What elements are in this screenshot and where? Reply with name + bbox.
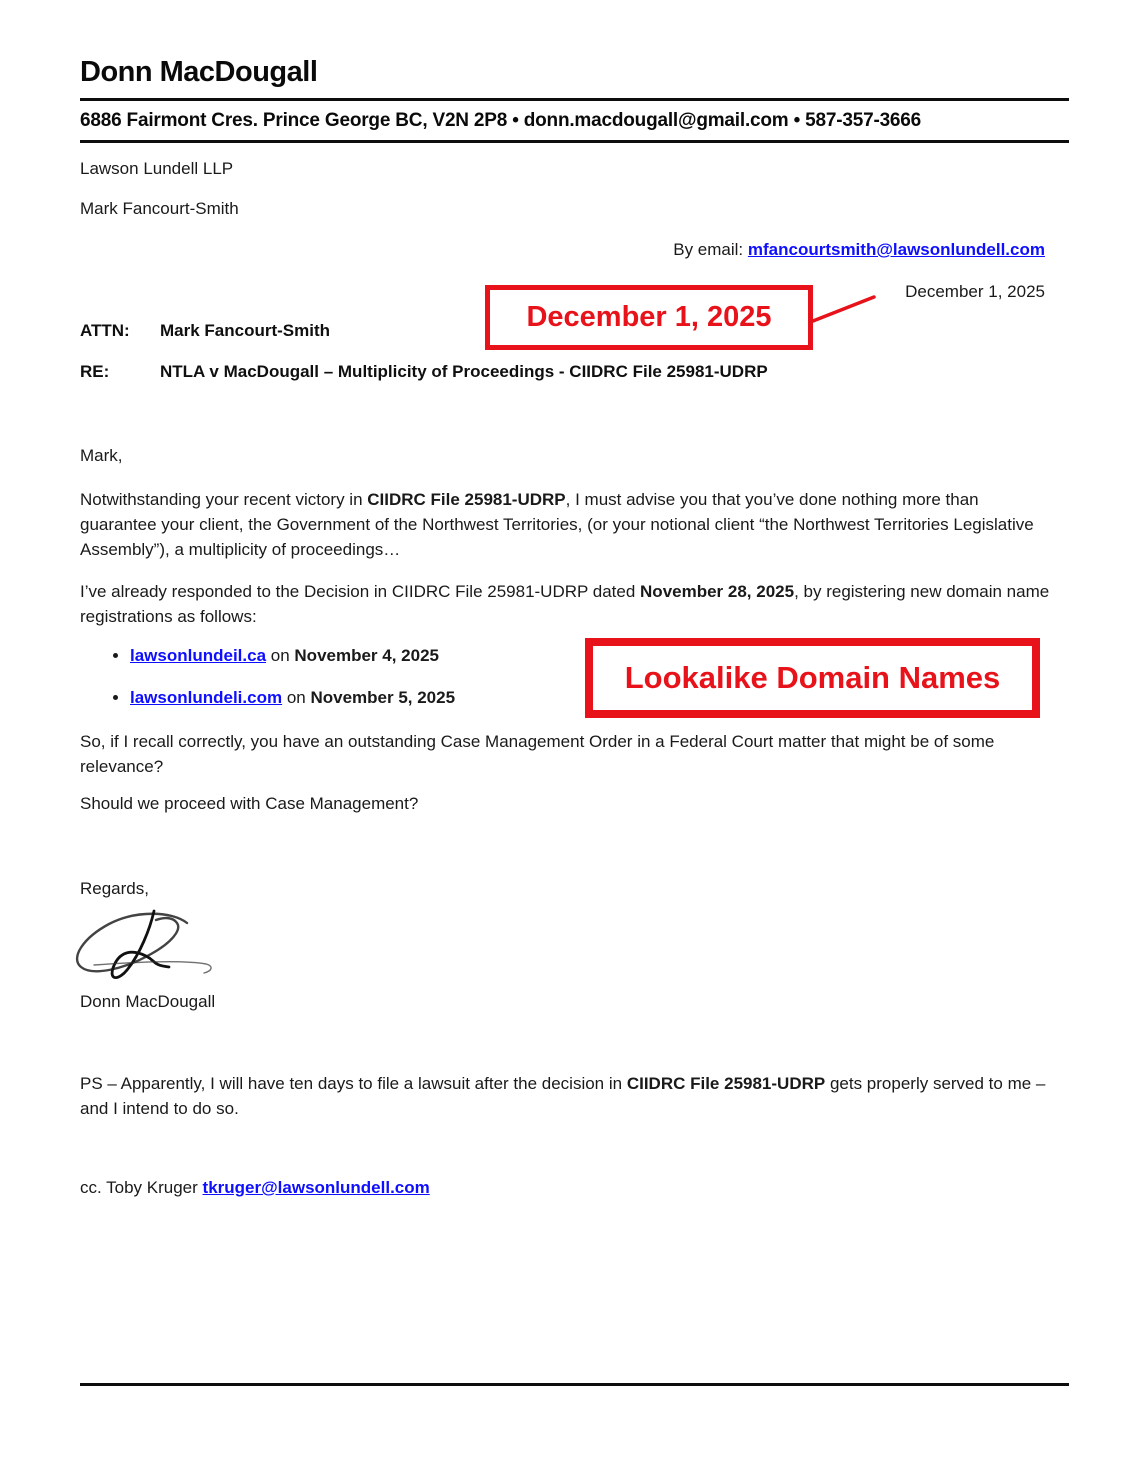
re-label: RE: [80, 362, 110, 381]
paragraph-proceed-question: Should we proceed with Case Management? [80, 794, 419, 813]
bullet-item-domain-ca: • lawsonlundeil.ca on November 4, 2025 [130, 645, 1069, 667]
paragraph-victory: Notwithstanding your recent victory in CIIDRC File 25981-UDRP, I must advise you that you’ve done nothing more than guarantee your client, the Government of the Northwest Territories, (or your notional client “the Northwest Territories Legislative Assembly”), a multiplicity of proceedings… [80, 490, 1034, 559]
hyperlink[interactable]: lawsonlundeli.com [130, 688, 283, 707]
recipient-name: Mark Fancourt-Smith [80, 199, 239, 218]
letterhead-rule-top [80, 98, 1069, 101]
re-row [80, 361, 1069, 383]
signature-image [66, 907, 222, 989]
letterhead-name: Donn MacDougall [80, 56, 318, 88]
date-callout-line [810, 290, 878, 330]
signer-name: Donn MacDougall [80, 992, 216, 1011]
salutation: Mark, [80, 446, 123, 465]
attn-value: Mark Fancourt-Smith [160, 321, 331, 340]
paragraph-case-management: So, if I recall correctly, you have an outstanding Case Management Order in a Federal Court matter that might be of some relevance? [80, 732, 995, 776]
date-text: December 1, 2025 [905, 282, 1045, 301]
domains-annotation-text: Lookalike Domain Names [624, 660, 1001, 695]
date-annotation-box [485, 285, 813, 350]
letterhead-contact-line: 6886 Fairmont Cres. Prince George BC, V2N 2P8 • donn.macdougall@gmail.com • 587-357-3666 [80, 110, 922, 131]
attn-label: ATTN: [80, 321, 130, 340]
hyperlink[interactable]: tkruger@lawsonlundell.com [202, 1178, 430, 1197]
domains-annotation-box [585, 638, 1040, 718]
date-annotation-text: December 1, 2025 [526, 301, 772, 333]
paragraph-response: I’ve already responded to the Decision in CIIDRC File 25981-UDRP dated November 28, 2025, by registering new domain name registrations as follows: [80, 582, 1050, 626]
cc-line: cc. Toby Kruger tkruger@lawsonlundell.com [80, 1178, 430, 1197]
letterhead-rule-bottom [80, 140, 1069, 143]
re-value: NTLA v MacDougall – Multiplicity of Proceedings - CIIDRC File 25981-UDRP [160, 362, 768, 381]
recipient-firm: Lawson Lundell LLP [80, 159, 234, 178]
ps-paragraph: PS – Apparently, I will have ten days to file a lawsuit after the decision in CIIDRC File 25981-UDRP gets properly served to me – and I intend to do so. [80, 1074, 1046, 1118]
by-email-line: By email: mfancourtsmith@lawsonlundell.com [673, 240, 1045, 259]
hyperlink[interactable]: lawsonlundeil.ca [130, 646, 267, 665]
hyperlink[interactable]: mfancourtsmith@lawsonlundell.com [747, 240, 1045, 259]
footer-rule [80, 1383, 1069, 1386]
bullet-item-domain-com: • lawsonlundeli.com on November 5, 2025 [130, 687, 1069, 709]
closing-regards: Regards, [80, 879, 149, 898]
